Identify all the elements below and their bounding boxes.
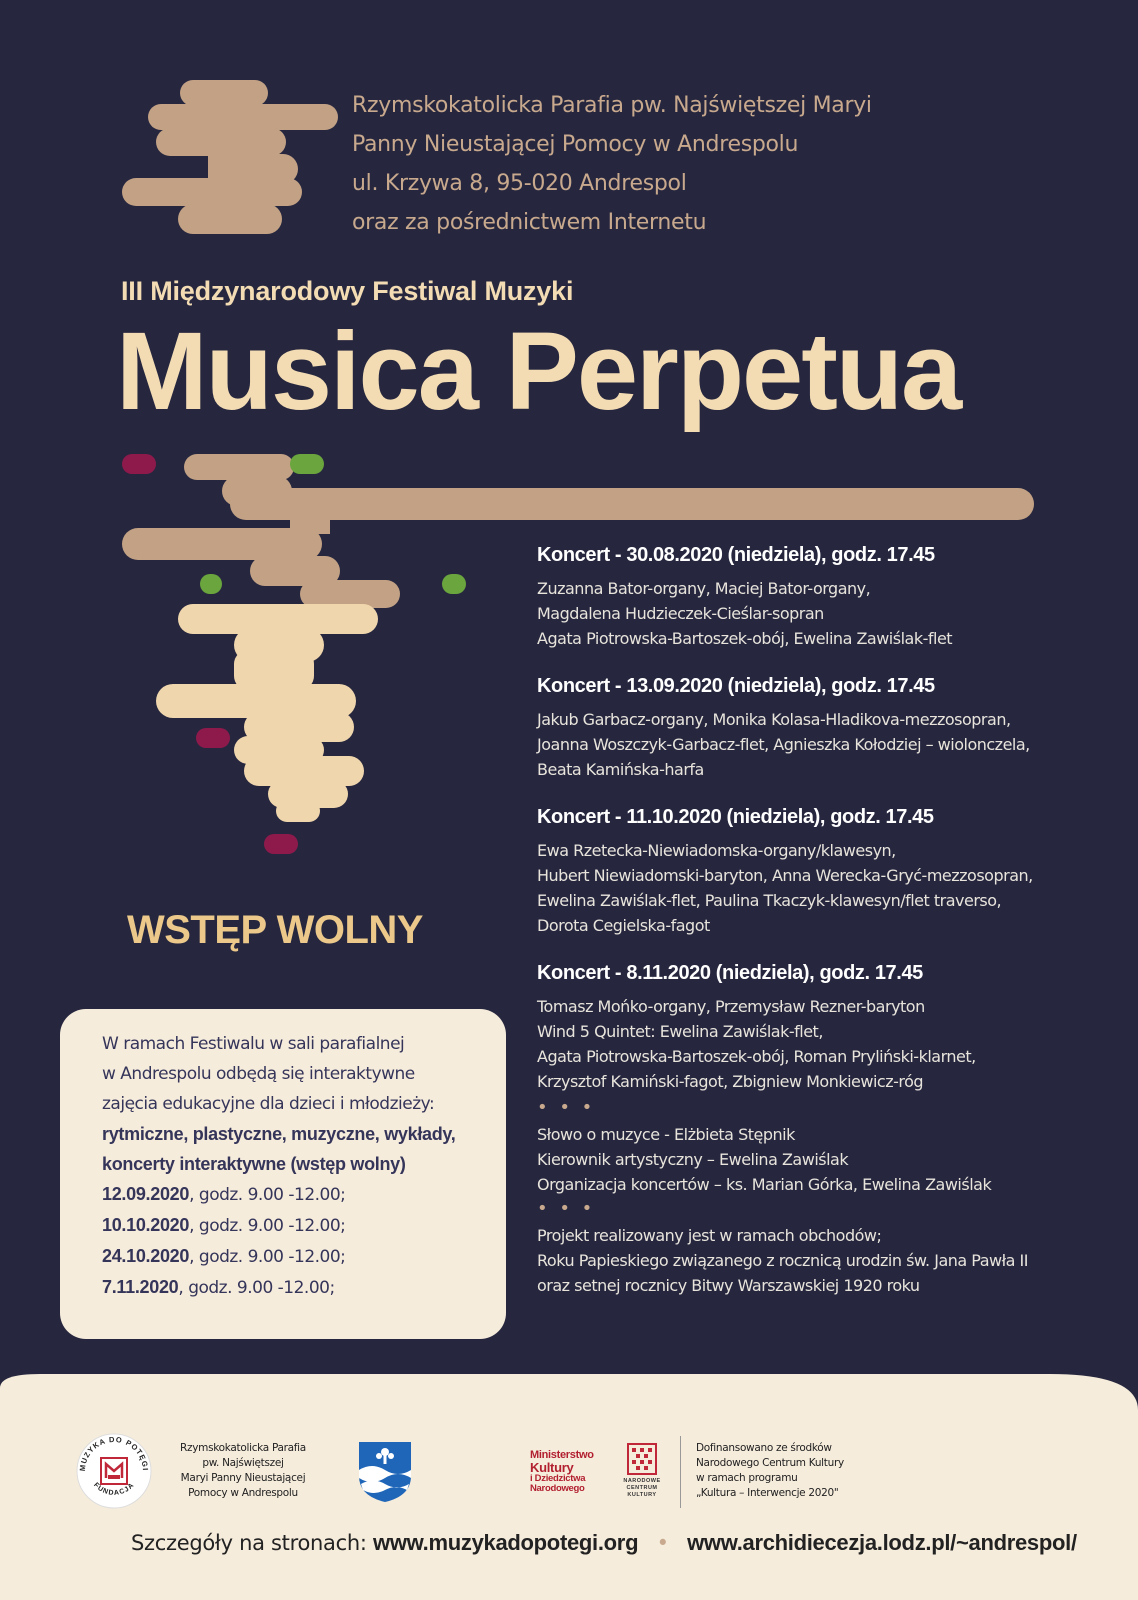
workshop-time: , godz. 9.00 -12.00; bbox=[189, 1216, 346, 1236]
concert-performers bbox=[537, 994, 1097, 1094]
funding-line: w ramach programu bbox=[696, 1472, 798, 1484]
parish-logo-line: Pomocy w Andrespolu bbox=[188, 1487, 298, 1499]
project-line: oraz setnej rocznicy Bitwy Warszawskiej 1920 roku bbox=[537, 1276, 920, 1295]
performer-line: Wind 5 Quintet: Ewelina Zawiślak-flet, bbox=[537, 1022, 823, 1041]
workshop-date-line bbox=[102, 1272, 486, 1303]
green-dot bbox=[442, 574, 466, 594]
festival-title: Musica Perpetua bbox=[116, 310, 961, 433]
concert-heading: Koncert - 8.11.2020 (niedziela), godz. 17.45 bbox=[537, 962, 923, 984]
dots-separator: • • • bbox=[537, 1097, 596, 1118]
workshop-intro-line: w Andrespolu odbędą się interaktywne bbox=[102, 1064, 415, 1084]
concert-performers bbox=[537, 576, 1097, 651]
parish-logo-line: Maryi Panny Nieustającej bbox=[180, 1472, 306, 1484]
concert-item bbox=[537, 802, 1097, 938]
foundation-logo-subtext: FUNDACJA bbox=[92, 1481, 136, 1498]
performer-line: Beata Kamińska-harfa bbox=[537, 760, 704, 779]
foundation-logo-text: MUZYKA DO POTĘGI bbox=[77, 1434, 151, 1472]
ministry-logo bbox=[530, 1450, 608, 1494]
venue-info bbox=[352, 86, 972, 242]
workshop-date-line bbox=[102, 1210, 486, 1241]
dots-separator: • • • bbox=[537, 1198, 596, 1219]
website-link[interactable]: www.archidiecezja.lodz.pl/~andrespol/ bbox=[687, 1530, 1077, 1555]
funding-line: „Kultura – Interwencje 2020" bbox=[696, 1487, 839, 1499]
performer-line: Dorota Cegielska-fagot bbox=[537, 916, 710, 935]
funding-line: Narodowego Centrum Kultury bbox=[696, 1457, 844, 1469]
green-dot bbox=[290, 454, 324, 474]
magenta-dot bbox=[196, 728, 230, 748]
cream-shape bbox=[156, 604, 378, 822]
concert-item bbox=[537, 671, 1097, 782]
magenta-dot bbox=[264, 834, 298, 854]
venue-line: Panny Nieustającej Pomocy w Andrespolu bbox=[352, 132, 799, 157]
top-tan-shape bbox=[122, 80, 338, 234]
workshop-intro-line: W ramach Festiwalu w sali parafialnej bbox=[102, 1034, 405, 1054]
concert-heading: Koncert - 11.10.2020 (niedziela), godz. 17.45 bbox=[537, 806, 934, 828]
concert-performers bbox=[537, 707, 1097, 782]
venue-line: ul. Krzywa 8, 95-020 Andrespol bbox=[352, 171, 687, 196]
performer-line: Tomasz Mońko-organy, Przemysław Rezner-baryton bbox=[537, 997, 925, 1016]
workshop-activities-line: koncerty interaktywne (wstęp wolny) bbox=[102, 1154, 406, 1174]
performer-line: Hubert Niewiadomski-baryton, Anna Werecka-Gryć-mezzosopran, bbox=[537, 866, 1033, 885]
workshop-date: 10.10.2020 bbox=[102, 1215, 190, 1235]
workshop-date-line bbox=[102, 1179, 486, 1210]
performer-line: Jakub Garbacz-organy, Monika Kolasa-Hladikova-mezzosopran, bbox=[537, 710, 1011, 729]
andrespol-coat-of-arms bbox=[357, 1440, 413, 1504]
green-dot bbox=[200, 574, 222, 594]
footer-divider bbox=[680, 1436, 681, 1508]
performer-line: Agata Piotrowska-Bartoszek-obój, Ewelina Zawiślak-flet bbox=[537, 629, 953, 648]
performer-line: Joanna Woszczyk-Garbacz-flet, Agnieszka Kołodziej – wiolonczela, bbox=[537, 735, 1030, 754]
workshop-time: , godz. 9.00 -12.00; bbox=[189, 1247, 346, 1267]
performer-line: Agata Piotrowska-Bartoszek-obój, Roman Pryliński-klarnet, bbox=[537, 1047, 976, 1066]
concert-list bbox=[537, 540, 1097, 1298]
concert-item bbox=[537, 540, 1097, 651]
details-line bbox=[131, 1530, 1077, 1556]
festival-subtitle: III Międzynarodowy Festiwal Muzyki bbox=[121, 276, 574, 306]
magenta-dot bbox=[122, 454, 156, 474]
workshop-activities-line: rytmiczne, plastyczne, muzyczne, wykłady, bbox=[102, 1124, 456, 1144]
workshop-intro-line: zajęcia edukacyjne dla dzieci i młodzieży: bbox=[102, 1094, 435, 1114]
url-separator: • bbox=[656, 1531, 669, 1555]
performer-line: Zuzanna Bator-organy, Maciej Bator-organy, bbox=[537, 579, 871, 598]
free-entry-label: WSTĘP WOLNY bbox=[127, 908, 423, 952]
foundation-logo bbox=[75, 1432, 153, 1510]
project-line: Roku Papieskiego związanego z rocznicą urodzin św. Jana Pawła II bbox=[537, 1251, 1028, 1270]
funding-info bbox=[696, 1441, 886, 1501]
nck-logo-text: NARODOWE CENTRUM KULTURY bbox=[623, 1478, 661, 1498]
parish-logo-line: pw. Najświętszej bbox=[202, 1457, 284, 1469]
workshop-time: , godz. 9.00 -12.00; bbox=[189, 1185, 346, 1205]
ministry-line: Narodowego bbox=[530, 1483, 585, 1494]
performer-line: Krzysztof Kamiński-fagot, Zbigniew Monkiewicz-róg bbox=[537, 1072, 924, 1091]
concert-item bbox=[537, 958, 1097, 1094]
workshop-date: 12.09.2020 bbox=[102, 1184, 190, 1204]
details-label: Szczegóły na stronach: bbox=[131, 1531, 367, 1555]
website-link[interactable]: www.muzykadopotegi.org bbox=[373, 1530, 639, 1555]
performer-line: Ewelina Zawiślak-flet, Paulina Tkaczyk-klawesyn/flet traverso, bbox=[537, 891, 1002, 910]
performer-line: Magdalena Hudzieczek-Cieślar-sopran bbox=[537, 604, 824, 623]
credit-line: Organizacja koncertów – ks. Marian Górka, Ewelina Zawiślak bbox=[537, 1175, 992, 1194]
ministry-line: i Dziedzictwa bbox=[530, 1473, 586, 1484]
ministry-line: Ministerstwo bbox=[530, 1449, 594, 1461]
workshop-time: , godz. 9.00 -12.00; bbox=[178, 1278, 335, 1298]
credit-line: Kierownik artystyczny – Ewelina Zawiślak bbox=[537, 1150, 849, 1169]
project-info bbox=[537, 1223, 1097, 1298]
workshop-info-box bbox=[60, 1009, 506, 1339]
performer-line: Ewa Rzetecka-Niewiadomska-organy/klawesyn, bbox=[537, 841, 896, 860]
credit-line: Słowo o muzyce - Elżbieta Stępnik bbox=[537, 1125, 795, 1144]
parish-logo-text bbox=[168, 1441, 318, 1501]
parish-logo-line: Rzymskokatolicka Parafia bbox=[180, 1442, 306, 1454]
concert-performers bbox=[537, 838, 1097, 938]
concert-heading: Koncert - 13.09.2020 (niedziela), godz. 17.45 bbox=[537, 675, 935, 697]
workshop-date: 24.10.2020 bbox=[102, 1246, 190, 1266]
concert-heading: Koncert - 30.08.2020 (niedziela), godz. 17.45 bbox=[537, 544, 935, 566]
funding-line: Dofinansowano ze środków bbox=[696, 1442, 832, 1454]
workshop-date: 7.11.2020 bbox=[102, 1277, 179, 1297]
venue-line: Rzymskokatolicka Parafia pw. Najświętszej Maryi bbox=[352, 93, 872, 118]
credits bbox=[537, 1122, 1097, 1197]
project-line: Projekt realizowany jest w ramach obchodów; bbox=[537, 1226, 882, 1245]
venue-line: oraz za pośrednictwem Internetu bbox=[352, 210, 707, 235]
ministry-line: Kultury bbox=[530, 1460, 574, 1475]
workshop-date-line bbox=[102, 1241, 486, 1272]
